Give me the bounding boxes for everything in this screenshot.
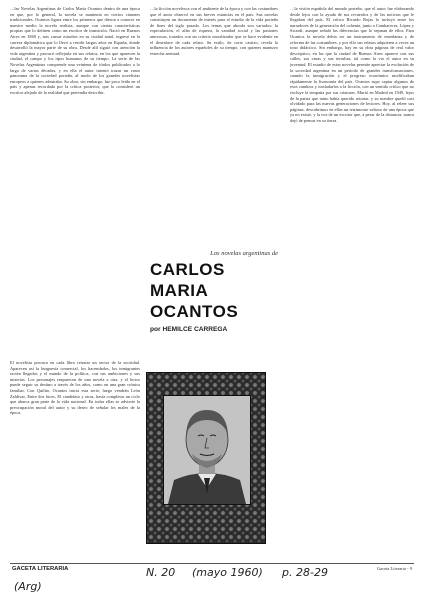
article-column-left-bottom <box>10 360 140 570</box>
portrait-frame <box>146 372 266 544</box>
article-title-line-2: OCANTOS <box>150 302 239 321</box>
footer-page-reference: Gaceta Literaria - 9 <box>376 566 412 571</box>
author-byline: por HEMILCE CARREGA <box>150 326 228 333</box>
article-column-middle <box>150 6 278 172</box>
handwritten-pages: p. 28-29 <box>282 566 328 579</box>
body-text: El novelista procura en cada libro retratar un sector de la sociedad. Aparecen así la burguesía comercial, los hacendados, los inmigrantes recién llegados y el mundo de la política, con sus ambiciones y sus miserias. Los personajes reaparecen de una novela a otra, y el lector puede seguir su destino a través de los años, como en una gran crónica familiar. Con Quilito, Ocantos inicia esta serie; luego vendrán León Zaldívar, Entre dos luces, El candidato y otras, hasta completar un ciclo que abarca gran parte de la vida nacional. En todas ellas se advierte la preocupación moral del autor y su deseo de señalar los males de la época. <box>10 360 140 416</box>
article-column-left-top <box>10 6 140 336</box>
article-title-block <box>150 250 278 322</box>
handwritten-date: (mayo 1960) <box>192 566 263 579</box>
body-text: …la ficción novelesca con el ambiente de la época y con las costumbres que el autor observó en sus breves estancias en el país. Sus novelas constituyen un documento de interés para el estudio de la vida porteña de fines del siglo pasado. Los temas que aborda son variados: la especulación, el afán de riqueza, la vanidad social y las pasiones amorosas, tratados con un criterio moralizador que se hace evidente en el desenlace de cada relato. Su estilo, de corte castizo, revela la influencia de los autores españoles de su tiempo, con quienes mantuvo estrecha amistad. <box>150 6 278 56</box>
handwritten-country: (Arg) <box>14 580 42 593</box>
title-kicker: Los novelas argentinas de <box>210 250 278 257</box>
footer-divider <box>10 563 414 564</box>
publication-name: GACETA LITERARIA <box>12 566 69 572</box>
body-text: …las Novelas Argentinas de Carlos María Ocantos dentro de una época en que, por lo general, la novela se mantenía en ciertos cánones tradicionales. Ocantos figura entre los primeros que dieron a conocer en nuestro medio la novela realista, aunque con ciertas características propias que lo definen como un escritor de transición. Nació en Buenos Aires en 1860 y, tras cursar estudios en su ciudad natal, ingresó en la carrera diplomática que lo llevó a residir largos años en España, donde desarrolló la mayor parte de su obra. Desde allí siguió con atención la vida argentina y procuró reflejarla en sus relatos, en los que aparecen la ciudad, el campo y los tipos humanos de su tiempo. La serie de las Novelas Argentinas comprende una veintena de títulos publicados a lo largo de varias décadas, y en ella el autor intentó trazar un vasto panorama de la sociedad porteña, al modo de los grandes novelistas europeos a quienes admiraba. Su obra, sin embargo, fue poco leída en el país y apenas recordada por la crítica posterior, que lo consideró un escritor alejado de la realidad que pretendía describir. <box>10 6 140 95</box>
article-title-line-1: CARLOS MARIA <box>150 260 225 300</box>
page-footer <box>6 563 418 597</box>
body-text: …la visión española del mundo porteño, que el autor fue elaborando desde lejos con la ayuda de sus recuerdos y de las noticias que le llegaban del país. El crítico Ricardo Rojas lo incluyó entre los narradores de la generación del ochenta, junto a Cambaceres, López y Sicardi, aunque señaló las diferencias que lo separan de ellos. Para Ocantos la novela debía ser un instrumento de enseñanza y de reforma de las costumbres, y por ello sus relatos adquieren a veces un tono didáctico. Sin embargo, hay en su obra páginas de real valor descriptivo, en las que la ciudad de Buenos Aires aparece con sus calles, sus casas y sus tertulias, tal como la vio el autor en su juventud. El estudio de estas novelas permite apreciar la evolución de la sociedad argentina en un período de grandes transformaciones, cuando la inmigración y el progreso económico modificaban rápidamente la fisonomía del país. Ocantos supo captar algunos de esos cambios y trasladarlos a la ficción, con un sentido crítico que no excluye la simpatía por sus criaturas. Murió en Madrid en 1949, lejos de la patria que tanto había querido retratar, y su nombre quedó casi olvidado para las nuevas generaciones de lectores. Hoy, al releer sus páginas, descubrimos en ellas un testimonio valioso de una época que ya no existe, y la voz de un escritor que, a pesar de la distancia, nunca dejó de pensar en su tierra. <box>290 6 414 123</box>
portrait-illustration <box>164 396 250 504</box>
author-portrait <box>163 395 251 505</box>
article-column-right <box>290 6 414 554</box>
handwritten-issue-number: N. 20 <box>146 566 176 579</box>
